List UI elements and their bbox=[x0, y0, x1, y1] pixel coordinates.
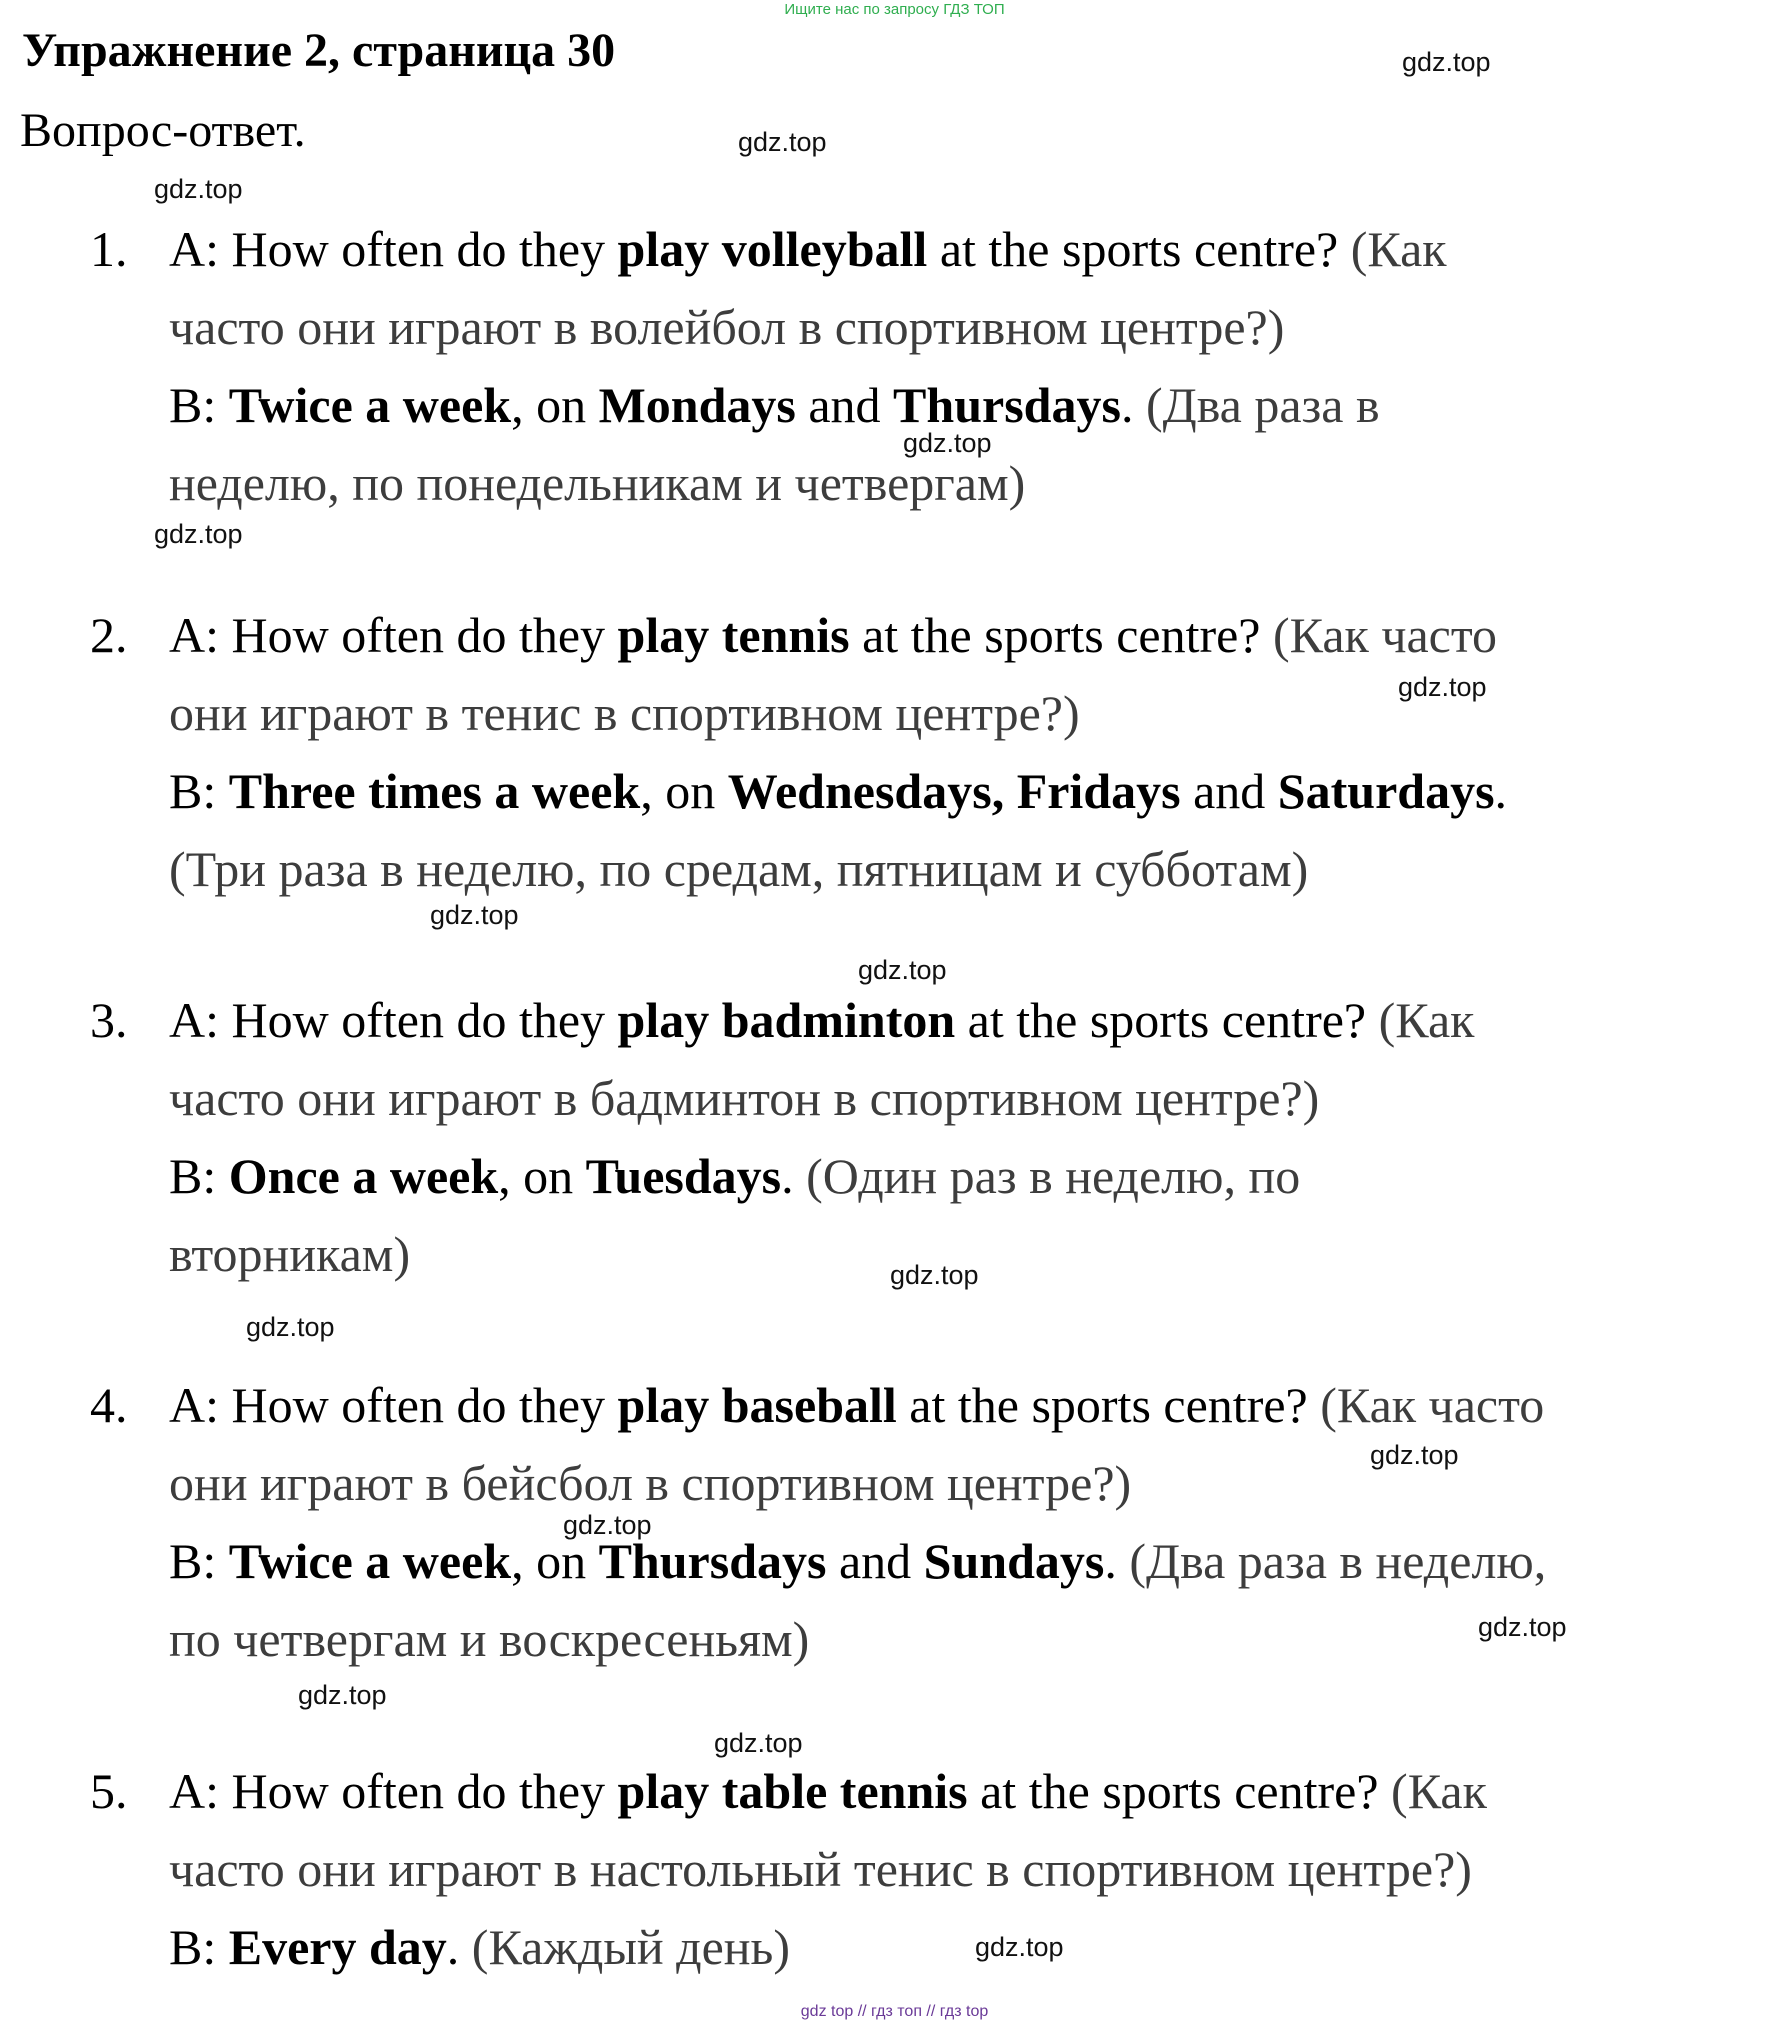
watermark: gdz.top bbox=[298, 1680, 387, 1710]
watermark: gdz.top bbox=[714, 1728, 803, 1758]
answer-line: B: Twice a week, on Thursdays and Sundays. (Два раза в неделю, bbox=[169, 1533, 1547, 1589]
question-translation: часто они играют в бадминтон в спортивном центре?) bbox=[169, 1070, 1320, 1126]
watermark: gdz.top bbox=[975, 1932, 1064, 1962]
question-line: A: How often do they play baseball at the sports centre? (Как часто bbox=[169, 1377, 1545, 1433]
watermark: gdz.top bbox=[563, 1510, 652, 1540]
watermark: gdz.top bbox=[1398, 672, 1487, 702]
answer-translation: (Три раза в неделю, по средам, пятницам и субботам) bbox=[169, 841, 1309, 897]
page-title: Упражнение 2, страница 30 bbox=[22, 24, 616, 77]
bottom-banner: gdz top // гдз топ // гдз top bbox=[800, 2003, 989, 2020]
watermark: gdz.top bbox=[246, 1312, 335, 1342]
item-number: 1. bbox=[90, 221, 128, 277]
answer-translation: по четвергам и воскресеньям) bbox=[169, 1611, 810, 1667]
watermark: gdz.top bbox=[890, 1260, 979, 1290]
watermark: gdz.top bbox=[903, 428, 992, 458]
watermark: gdz.top bbox=[430, 900, 519, 930]
watermark: gdz.top bbox=[1402, 47, 1491, 77]
answer-line: B: Once a week, on Tuesdays. (Один раз в неделю, по bbox=[169, 1148, 1301, 1204]
item-number: 2. bbox=[90, 607, 128, 663]
question-line: A: How often do they play tennis at the sports centre? (Как часто bbox=[169, 607, 1498, 663]
answer-line: B: Twice a week, on Mondays and Thursdays. (Два раза в bbox=[169, 377, 1380, 433]
watermark: gdz.top bbox=[1478, 1612, 1567, 1642]
watermark: gdz.top bbox=[154, 174, 243, 204]
item-number: 4. bbox=[90, 1377, 128, 1433]
question-line: A: How often do they play volleyball at the sports centre? (Как bbox=[169, 221, 1447, 277]
question-translation: они играют в бейсбол в спортивном центре?) bbox=[169, 1455, 1132, 1511]
answer-translation: неделю, по понедельникам и четвергам) bbox=[169, 455, 1026, 511]
page-subtitle: Вопрос-ответ. bbox=[20, 104, 306, 157]
answer-line: B: Three times a week, on Wednesdays, Fridays and Saturdays. bbox=[169, 763, 1508, 819]
question-translation: часто они играют в настольный тенис в спортивном центре?) bbox=[169, 1841, 1472, 1897]
question-translation: они играют в тенис в спортивном центре?) bbox=[169, 685, 1080, 741]
item-number: 3. bbox=[90, 992, 128, 1048]
watermark: gdz.top bbox=[738, 127, 827, 157]
question-line: A: How often do they play table tennis at the sports centre? (Как bbox=[169, 1763, 1487, 1819]
top-banner: Ищите нас по запросу ГДЗ ТОП bbox=[784, 1, 1005, 18]
item-number: 5. bbox=[90, 1763, 128, 1819]
answer-line: B: Every day. (Каждый день) bbox=[169, 1919, 791, 1975]
watermark: gdz.top bbox=[858, 955, 947, 985]
watermark: gdz.top bbox=[154, 519, 243, 549]
watermark: gdz.top bbox=[1370, 1440, 1459, 1470]
answer-translation: вторникам) bbox=[169, 1226, 411, 1282]
question-translation: часто они играют в волейбол в спортивном центре?) bbox=[169, 299, 1285, 355]
question-line: A: How often do they play badminton at the sports centre? (Как bbox=[169, 992, 1475, 1048]
